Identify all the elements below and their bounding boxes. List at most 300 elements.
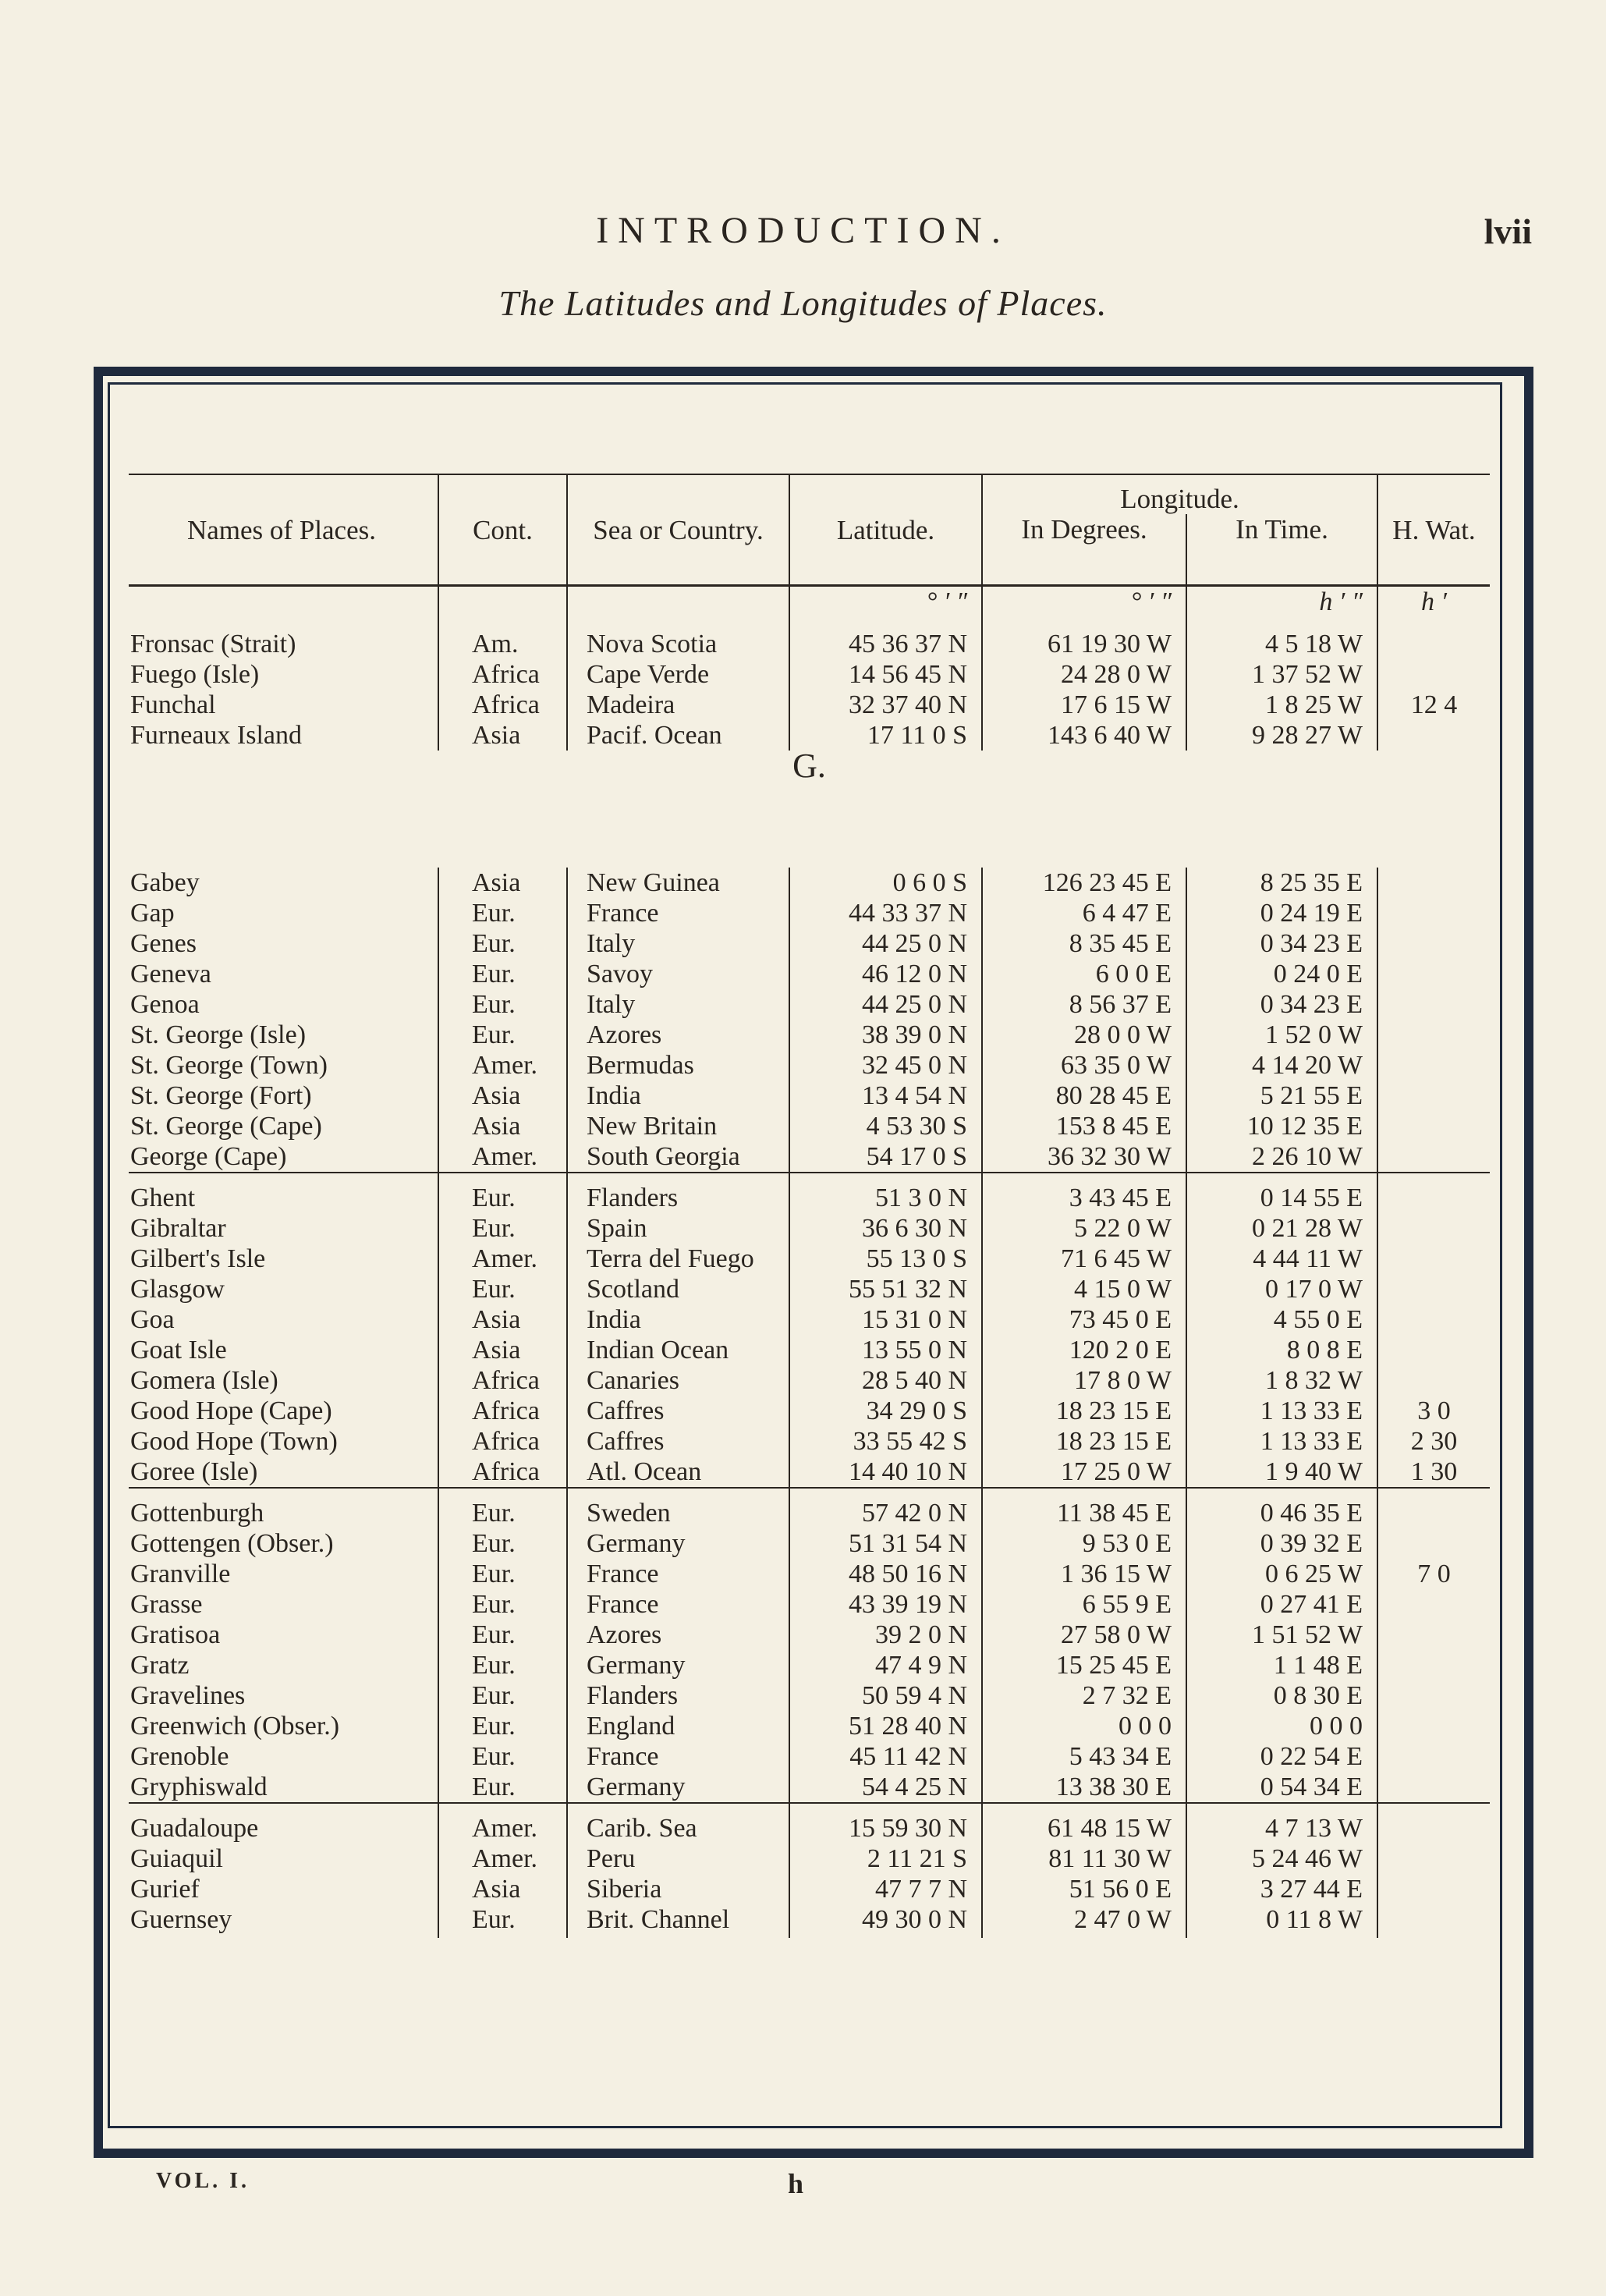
latitude-cell: 44 25 0 N — [789, 928, 982, 959]
continent-cell: Asia — [438, 1111, 567, 1141]
longitude-degrees-cell: 5 43 34 E — [982, 1741, 1186, 1772]
place-name-cell: Gibraltar — [130, 1214, 226, 1243]
sea-or-country-cell: France — [567, 898, 789, 928]
section-letter-row — [129, 751, 1490, 868]
latitude-cell: 47 7 7 N — [789, 1874, 982, 1904]
high-water-cell — [1377, 1213, 1490, 1244]
longitude-time-cell: 5 24 46 W — [1186, 1844, 1377, 1874]
high-water-cell — [1377, 1711, 1490, 1741]
sea-or-country-cell: Flanders — [567, 1680, 789, 1711]
longitude-degrees-cell: 5 22 0 W — [982, 1213, 1186, 1244]
longitude-degrees-cell: 6 55 9 E — [982, 1589, 1186, 1620]
latitude-cell: 49 30 0 N — [789, 1904, 982, 1935]
place-name-cell: Genes — [130, 929, 197, 958]
continent-cell: Asia — [438, 1874, 567, 1904]
high-water-cell — [1377, 1528, 1490, 1559]
signature-mark: h — [788, 2168, 804, 2199]
longitude-time-cell: 4 7 13 W — [1186, 1813, 1377, 1844]
longitude-time-cell: 0 34 23 E — [1186, 928, 1377, 959]
longitude-time-cell: 0 46 35 E — [1186, 1498, 1377, 1528]
continent-cell: Eur. — [438, 1274, 567, 1304]
longitude-degrees-cell: 6 4 47 E — [982, 898, 1186, 928]
table-row — [129, 1741, 1490, 1772]
col-header-in-degrees: In Degrees. — [982, 514, 1186, 586]
latitude-cell: 46 12 0 N — [789, 959, 982, 989]
longitude-degrees-cell: 18 23 15 E — [982, 1396, 1186, 1426]
longitude-time-cell: 3 27 44 E — [1186, 1874, 1377, 1904]
continent-cell: Eur. — [438, 1620, 567, 1650]
longitude-time-cell: 1 1 48 E — [1186, 1650, 1377, 1680]
table-row — [129, 1050, 1490, 1081]
latitude-cell: 44 33 37 N — [789, 898, 982, 928]
longitude-degrees-cell: 71 6 45 W — [982, 1244, 1186, 1274]
latitude-cell: 4 53 30 S — [789, 1111, 982, 1141]
longitude-degrees-cell: 0 0 0 — [982, 1711, 1186, 1741]
latitude-cell: 13 4 54 N — [789, 1081, 982, 1111]
table-row — [129, 1081, 1490, 1111]
high-water-cell — [1377, 959, 1490, 989]
continent-cell: Eur. — [438, 928, 567, 959]
latitude-cell: 36 6 30 N — [789, 1213, 982, 1244]
place-name-cell: Gryphiswald — [130, 1773, 268, 1801]
table-row — [129, 1396, 1490, 1426]
table-row — [129, 1244, 1490, 1274]
place-name-cell: St. George (Town) — [130, 1051, 328, 1080]
longitude-time-cell: 4 55 0 E — [1186, 1304, 1377, 1335]
high-water-cell — [1377, 1741, 1490, 1772]
latitude-cell: 51 28 40 N — [789, 1711, 982, 1741]
high-water-cell — [1377, 629, 1490, 659]
sea-or-country-cell: France — [567, 1741, 789, 1772]
place-name-cell: Genoa — [130, 990, 200, 1019]
sea-or-country-cell: Scotland — [567, 1274, 789, 1304]
place-name-cell: Gravelines — [130, 1681, 246, 1710]
longitude-degrees-cell: 81 11 30 W — [982, 1844, 1186, 1874]
table-row — [129, 1457, 1490, 1488]
group-separator — [129, 1173, 1490, 1183]
table-row — [129, 629, 1490, 659]
latitude-cell: 32 45 0 N — [789, 1050, 982, 1081]
high-water-cell — [1377, 1620, 1490, 1650]
high-water-cell — [1377, 1365, 1490, 1396]
high-water-cell — [1377, 720, 1490, 751]
longitude-time-cell: 0 6 25 W — [1186, 1559, 1377, 1589]
longitude-degrees-cell: 8 35 45 E — [982, 928, 1186, 959]
sea-or-country-cell: South Georgia — [567, 1141, 789, 1173]
continent-cell: Eur. — [438, 959, 567, 989]
place-name-cell: Gomera (Isle) — [130, 1366, 278, 1395]
unit-degrees: ° ′ ″ — [982, 586, 1186, 630]
high-water-cell — [1377, 1081, 1490, 1111]
longitude-degrees-cell: 73 45 0 E — [982, 1304, 1186, 1335]
continent-cell: Amer. — [438, 1844, 567, 1874]
sea-or-country-cell: Nova Scotia — [567, 629, 789, 659]
latitude-cell: 33 55 42 S — [789, 1426, 982, 1457]
longitude-degrees-cell: 1 36 15 W — [982, 1559, 1186, 1589]
longitude-time-cell: 1 13 33 E — [1186, 1396, 1377, 1426]
latitude-cell: 54 4 25 N — [789, 1772, 982, 1803]
continent-cell: Asia — [438, 1304, 567, 1335]
place-name-cell: Fronsac (Strait) — [130, 630, 296, 658]
longitude-time-cell: 1 8 25 W — [1186, 690, 1377, 720]
table-row — [129, 1844, 1490, 1874]
sea-or-country-cell: Cape Verde — [567, 659, 789, 690]
longitude-time-cell: 1 9 40 W — [1186, 1457, 1377, 1488]
latitude-cell: 13 55 0 N — [789, 1335, 982, 1365]
high-water-cell — [1377, 1020, 1490, 1050]
latitude-cell: 14 56 45 N — [789, 659, 982, 690]
group-separator — [129, 1935, 1490, 1938]
sea-or-country-cell: Flanders — [567, 1183, 789, 1213]
place-name-cell: Guiaquil — [130, 1844, 223, 1873]
latitude-cell: 34 29 0 S — [789, 1396, 982, 1426]
col-header-cont: Cont. — [438, 474, 567, 586]
place-name-cell: Goree (Isle) — [130, 1457, 258, 1486]
col-header-latitude: Latitude. — [789, 474, 982, 586]
place-name-cell: Gratz — [130, 1651, 190, 1680]
continent-cell: Eur. — [438, 1650, 567, 1680]
group-separator — [129, 1488, 1490, 1498]
place-name-cell: Gilbert's Isle — [130, 1244, 266, 1273]
longitude-degrees-cell: 51 56 0 E — [982, 1874, 1186, 1904]
high-water-cell — [1377, 1772, 1490, 1803]
sea-or-country-cell: India — [567, 1304, 789, 1335]
sea-or-country-cell: Germany — [567, 1650, 789, 1680]
continent-cell: Eur. — [438, 1772, 567, 1803]
place-name-cell: Fuego (Isle) — [130, 660, 260, 689]
longitude-degrees-cell: 18 23 15 E — [982, 1426, 1186, 1457]
longitude-degrees-cell: 9 53 0 E — [982, 1528, 1186, 1559]
longitude-time-cell: 0 54 34 E — [1186, 1772, 1377, 1803]
table-row — [129, 1365, 1490, 1396]
longitude-degrees-cell: 61 48 15 W — [982, 1813, 1186, 1844]
longitude-time-cell: 1 13 33 E — [1186, 1426, 1377, 1457]
sea-or-country-cell: Germany — [567, 1772, 789, 1803]
latitude-cell: 57 42 0 N — [789, 1498, 982, 1528]
continent-cell: Eur. — [438, 989, 567, 1020]
table-row — [129, 1772, 1490, 1803]
high-water-cell — [1377, 1111, 1490, 1141]
longitude-time-cell: 0 27 41 E — [1186, 1589, 1377, 1620]
table-row — [129, 1498, 1490, 1528]
longitude-time-cell: 0 24 19 E — [1186, 898, 1377, 928]
latitude-cell: 55 51 32 N — [789, 1274, 982, 1304]
table-row — [129, 1426, 1490, 1457]
sea-or-country-cell: Madeira — [567, 690, 789, 720]
continent-cell: Eur. — [438, 1559, 567, 1589]
longitude-time-cell: 5 21 55 E — [1186, 1081, 1377, 1111]
sea-or-country-cell: Spain — [567, 1213, 789, 1244]
longitude-time-cell: 0 17 0 W — [1186, 1274, 1377, 1304]
table-row — [129, 1589, 1490, 1620]
volume-label: VOL. I. — [156, 2169, 250, 2193]
longitude-time-cell: 1 51 52 W — [1186, 1620, 1377, 1650]
table-row — [129, 1111, 1490, 1141]
continent-cell: Amer. — [438, 1244, 567, 1274]
continent-cell: Amer. — [438, 1141, 567, 1173]
high-water-cell: 3 0 — [1377, 1396, 1490, 1426]
longitude-degrees-cell: 80 28 45 E — [982, 1081, 1186, 1111]
place-name-cell: Guadaloupe — [130, 1814, 259, 1843]
longitude-time-cell: 0 34 23 E — [1186, 989, 1377, 1020]
table-row — [129, 1650, 1490, 1680]
place-name-cell: Glasgow — [130, 1275, 225, 1304]
longitude-degrees-cell: 153 8 45 E — [982, 1111, 1186, 1141]
longitude-time-cell: 4 14 20 W — [1186, 1050, 1377, 1081]
sea-or-country-cell: Peru — [567, 1844, 789, 1874]
table-caption: The Latitudes and Longitudes of Places. — [498, 283, 1108, 323]
table-row — [129, 868, 1490, 898]
sea-or-country-cell: France — [567, 1559, 789, 1589]
sea-or-country-cell: Brit. Channel — [567, 1904, 789, 1935]
place-name-cell: Gottengen (Obser.) — [130, 1529, 334, 1558]
high-water-cell: 1 30 — [1377, 1457, 1490, 1488]
high-water-cell — [1377, 1680, 1490, 1711]
table-row — [129, 1620, 1490, 1650]
latitude-cell: 28 5 40 N — [789, 1365, 982, 1396]
continent-cell: Eur. — [438, 1498, 567, 1528]
longitude-time-cell: 0 24 0 E — [1186, 959, 1377, 989]
high-water-cell — [1377, 1813, 1490, 1844]
continent-cell: Asia — [438, 1081, 567, 1111]
sea-or-country-cell: Atl. Ocean — [567, 1457, 789, 1488]
latitude-cell: 50 59 4 N — [789, 1680, 982, 1711]
longitude-time-cell: 0 8 30 E — [1186, 1680, 1377, 1711]
place-name-cell: Good Hope (Town) — [130, 1427, 338, 1456]
longitude-time-cell: 0 0 0 — [1186, 1711, 1377, 1741]
latitude-cell: 17 11 0 S — [789, 720, 982, 751]
table-row — [129, 1680, 1490, 1711]
continent-cell: Eur. — [438, 1213, 567, 1244]
place-name-cell: Furneaux Island — [130, 721, 303, 750]
continent-cell: Africa — [438, 1426, 567, 1457]
table-row — [129, 1183, 1490, 1213]
col-header-name: Names of Places. — [129, 474, 438, 586]
table-row — [129, 1304, 1490, 1335]
longitude-degrees-cell: 2 7 32 E — [982, 1680, 1186, 1711]
longitude-time-cell: 4 44 11 W — [1186, 1244, 1377, 1274]
place-name-cell: Gratisoa — [130, 1620, 221, 1649]
col-header-in-time: In Time. — [1186, 514, 1377, 586]
high-water-cell — [1377, 1874, 1490, 1904]
latitude-cell: 15 59 30 N — [789, 1813, 982, 1844]
unit-time: h ′ ″ — [1186, 586, 1377, 630]
high-water-cell — [1377, 1141, 1490, 1173]
sea-or-country-cell: Siberia — [567, 1874, 789, 1904]
longitude-degrees-cell: 17 6 15 W — [982, 690, 1186, 720]
longitude-time-cell: 10 12 35 E — [1186, 1111, 1377, 1141]
latitude-cell: 39 2 0 N — [789, 1620, 982, 1650]
longitude-degrees-cell: 11 38 45 E — [982, 1498, 1186, 1528]
continent-cell: Eur. — [438, 1711, 567, 1741]
longitude-degrees-cell: 24 28 0 W — [982, 659, 1186, 690]
table-row — [129, 1813, 1490, 1844]
longitude-degrees-cell: 61 19 30 W — [982, 629, 1186, 659]
high-water-cell — [1377, 1335, 1490, 1365]
longitude-degrees-cell: 13 38 30 E — [982, 1772, 1186, 1803]
latitude-cell: 44 25 0 N — [789, 989, 982, 1020]
place-name-cell: Gap — [130, 899, 175, 928]
high-water-cell — [1377, 659, 1490, 690]
latitude-cell: 45 36 37 N — [789, 629, 982, 659]
place-name-cell: Gottenburgh — [130, 1499, 264, 1528]
place-name-cell: Granville — [130, 1560, 231, 1588]
latitude-cell: 14 40 10 N — [789, 1457, 982, 1488]
longitude-time-cell: 0 14 55 E — [1186, 1183, 1377, 1213]
high-water-cell — [1377, 1274, 1490, 1304]
places-table-wrapper — [129, 474, 1490, 1938]
latitude-cell: 15 31 0 N — [789, 1304, 982, 1335]
high-water-cell — [1377, 1498, 1490, 1528]
high-water-cell: 7 0 — [1377, 1559, 1490, 1589]
place-name-cell: Good Hope (Cape) — [130, 1396, 332, 1425]
longitude-degrees-cell: 17 8 0 W — [982, 1365, 1186, 1396]
longitude-time-cell: 4 5 18 W — [1186, 629, 1377, 659]
continent-cell: Amer. — [438, 1813, 567, 1844]
latitude-cell: 55 13 0 S — [789, 1244, 982, 1274]
longitude-degrees-cell: 8 56 37 E — [982, 989, 1186, 1020]
table-row — [129, 690, 1490, 720]
col-header-longitude: Longitude. — [982, 474, 1377, 514]
section-letter: G. — [792, 747, 826, 785]
continent-cell: Africa — [438, 690, 567, 720]
unit-high-water: h ′ — [1377, 586, 1490, 630]
longitude-time-cell: 0 21 28 W — [1186, 1213, 1377, 1244]
longitude-degrees-cell: 126 23 45 E — [982, 868, 1186, 898]
latitude-cell: 47 4 9 N — [789, 1650, 982, 1680]
longitude-time-cell: 2 26 10 W — [1186, 1141, 1377, 1173]
continent-cell: Eur. — [438, 1183, 567, 1213]
continent-cell: Eur. — [438, 898, 567, 928]
longitude-degrees-cell: 4 15 0 W — [982, 1274, 1186, 1304]
continent-cell: Am. — [438, 629, 567, 659]
table-row — [129, 1528, 1490, 1559]
longitude-degrees-cell: 36 32 30 W — [982, 1141, 1186, 1173]
place-name-cell: Ghent — [130, 1183, 196, 1212]
latitude-cell: 51 3 0 N — [789, 1183, 982, 1213]
place-name-cell: Geneva — [130, 960, 211, 988]
longitude-time-cell: 0 22 54 E — [1186, 1741, 1377, 1772]
col-header-sea: Sea or Country. — [567, 474, 789, 586]
place-name-cell: Guernsey — [130, 1905, 232, 1934]
high-water-cell — [1377, 1183, 1490, 1213]
table-row — [129, 989, 1490, 1020]
group-separator — [129, 1803, 1490, 1813]
high-water-cell — [1377, 928, 1490, 959]
longitude-degrees-cell: 143 6 40 W — [982, 720, 1186, 751]
continent-cell: Eur. — [438, 1528, 567, 1559]
longitude-degrees-cell: 17 25 0 W — [982, 1457, 1186, 1488]
longitude-degrees-cell: 28 0 0 W — [982, 1020, 1186, 1050]
page-number: lvii — [1484, 211, 1532, 251]
units-row — [129, 586, 1490, 630]
place-name-cell: George (Cape) — [130, 1142, 287, 1171]
sea-or-country-cell: Azores — [567, 1020, 789, 1050]
place-name-cell: Greenwich (Obser.) — [130, 1712, 340, 1741]
sea-or-country-cell: Italy — [567, 928, 789, 959]
sea-or-country-cell: Caffres — [567, 1426, 789, 1457]
sea-or-country-cell: England — [567, 1711, 789, 1741]
high-water-cell — [1377, 1904, 1490, 1935]
longitude-time-cell: 1 37 52 W — [1186, 659, 1377, 690]
continent-cell: Asia — [438, 720, 567, 751]
sea-or-country-cell: Carib. Sea — [567, 1813, 789, 1844]
longitude-degrees-cell: 63 35 0 W — [982, 1050, 1186, 1081]
sea-or-country-cell: Italy — [567, 989, 789, 1020]
high-water-cell — [1377, 989, 1490, 1020]
places-table — [129, 474, 1490, 1938]
high-water-cell — [1377, 1244, 1490, 1274]
longitude-degrees-cell: 2 47 0 W — [982, 1904, 1186, 1935]
table-row — [129, 1335, 1490, 1365]
place-name-cell: St. George (Fort) — [130, 1081, 312, 1110]
sea-or-country-cell: Caffres — [567, 1396, 789, 1426]
latitude-cell: 43 39 19 N — [789, 1589, 982, 1620]
continent-cell: Asia — [438, 1335, 567, 1365]
longitude-time-cell: 9 28 27 W — [1186, 720, 1377, 751]
longitude-degrees-cell: 120 2 0 E — [982, 1335, 1186, 1365]
high-water-cell — [1377, 1050, 1490, 1081]
table-row — [129, 1020, 1490, 1050]
high-water-cell: 12 4 — [1377, 690, 1490, 720]
continent-cell: Asia — [438, 868, 567, 898]
page-title: INTRODUCTION. — [596, 210, 1010, 251]
place-name-cell: Funchal — [130, 690, 216, 719]
continent-cell: Eur. — [438, 1589, 567, 1620]
unit-latitude: ° ′ ″ — [789, 586, 982, 630]
sea-or-country-cell: Sweden — [567, 1498, 789, 1528]
place-name-cell: St. George (Cape) — [130, 1112, 322, 1141]
sea-or-country-cell: New Guinea — [567, 868, 789, 898]
continent-cell: Amer. — [438, 1050, 567, 1081]
longitude-time-cell: 0 11 8 W — [1186, 1904, 1377, 1935]
continent-cell: Eur. — [438, 1680, 567, 1711]
longitude-degrees-cell: 3 43 45 E — [982, 1183, 1186, 1213]
high-water-cell — [1377, 898, 1490, 928]
sea-or-country-cell: Pacif. Ocean — [567, 720, 789, 751]
table-row — [129, 1711, 1490, 1741]
table-row — [129, 1274, 1490, 1304]
high-water-cell — [1377, 1844, 1490, 1874]
continent-cell: Eur. — [438, 1904, 567, 1935]
latitude-cell: 0 6 0 S — [789, 868, 982, 898]
table-row — [129, 928, 1490, 959]
sea-or-country-cell: India — [567, 1081, 789, 1111]
high-water-cell: 2 30 — [1377, 1426, 1490, 1457]
longitude-time-cell: 8 25 35 E — [1186, 868, 1377, 898]
longitude-time-cell: 8 0 8 E — [1186, 1335, 1377, 1365]
latitude-cell: 2 11 21 S — [789, 1844, 982, 1874]
sea-or-country-cell: Germany — [567, 1528, 789, 1559]
place-name-cell: Gurief — [130, 1875, 200, 1904]
place-name-cell: Goa — [130, 1305, 175, 1334]
col-header-high-water: H. Wat. — [1377, 474, 1490, 586]
table-row — [129, 1904, 1490, 1935]
high-water-cell — [1377, 868, 1490, 898]
table-row — [129, 959, 1490, 989]
continent-cell: Africa — [438, 1396, 567, 1426]
longitude-time-cell: 1 8 32 W — [1186, 1365, 1377, 1396]
sea-or-country-cell: Indian Ocean — [567, 1335, 789, 1365]
high-water-cell — [1377, 1589, 1490, 1620]
sea-or-country-cell: Canaries — [567, 1365, 789, 1396]
table-row — [129, 1874, 1490, 1904]
table-row — [129, 1213, 1490, 1244]
place-name-cell: St. George (Isle) — [130, 1020, 307, 1049]
continent-cell: Eur. — [438, 1741, 567, 1772]
table-row — [129, 1141, 1490, 1173]
latitude-cell: 51 31 54 N — [789, 1528, 982, 1559]
